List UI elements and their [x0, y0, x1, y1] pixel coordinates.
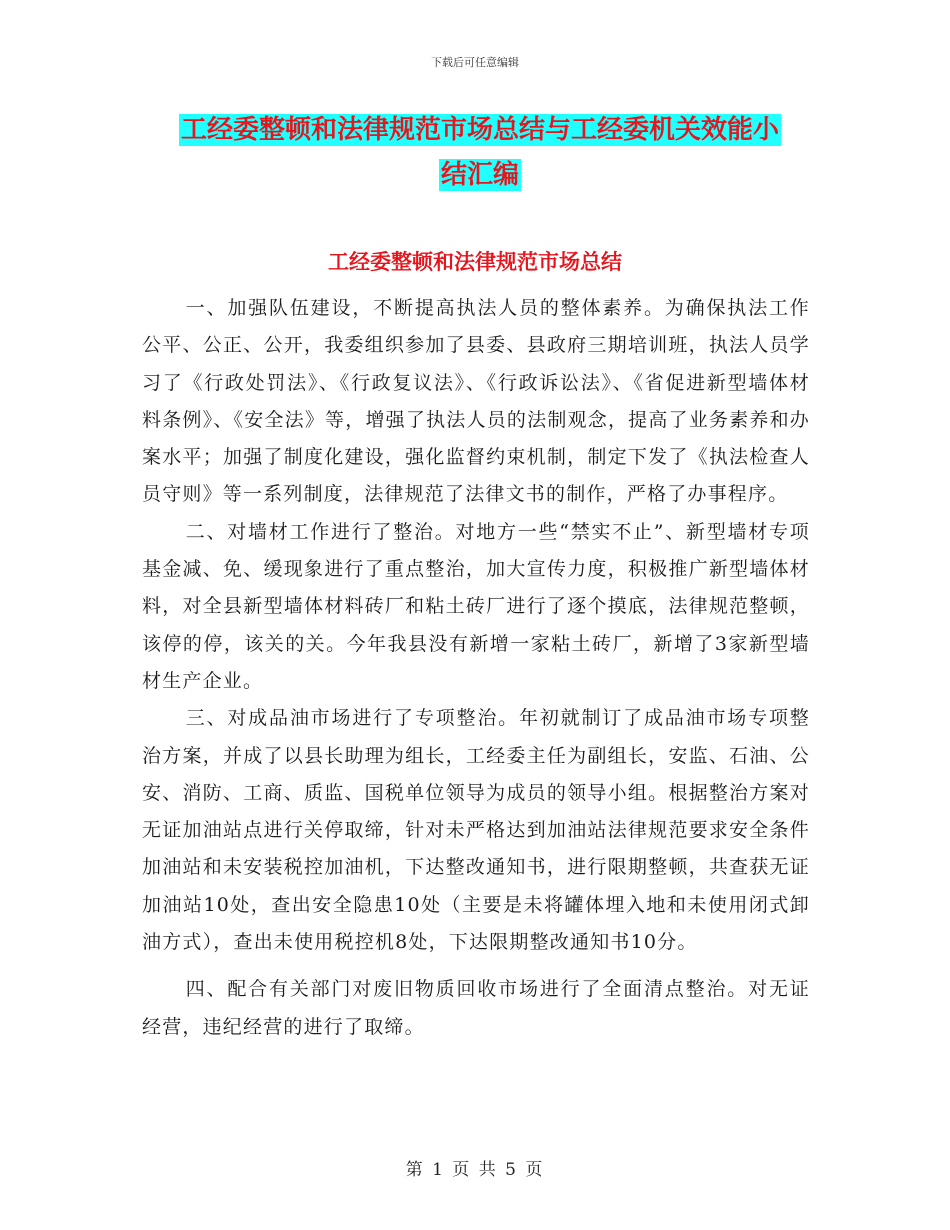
page-number-footer: 第 1 页 共 5 页: [405, 1160, 545, 1180]
paragraph-3: 三、对成品油市场进行了专项整治。年初就制订了成品油市场专项整治方案，并成了以县长助理为组长，工经委主任为副组长，安监、石油、公安、消防、工商、质监、国税单位领导为成员的领导小组。根据整治方案对无证加油站点进行关停取缔，针对未严格达到加油站法律规范要求安全条件加油站和未安装税控加油机，下达整改通知书，进行限期整顿，共查获无证加油站10处，查出安全隐患10处（主要是未将罐体埋入地和未使用闭式卸油方式），查出未使用税控机8处，下达限期整改通知书10分。: [142, 707, 810, 954]
paragraph-2: 二、对墙材工作进行了整治。对地方一些“禁实不止”、新型墙材专项基金减、免、缓现象进行了重点整治，加大宣传力度，积极推广新型墙体材料，对全县新型墙体材料砖厂和粘土砖厂进行了逐个摸底，法律规范整顿，该停的停，该关的关。今年我县没有新增一家粘土砖厂，新增了3家新型墙材生产企业。: [142, 520, 810, 692]
document-title-line-1: 工经委整顿和法律规范市场总结与工经委机关效能小: [180, 115, 779, 145]
paragraph-1: 一、加强队伍建设，不断提高执法人员的整体素养。为确保执法工作公平、公正、公开，我委组织参加了县委、县政府三期培训班，执法人员学习了《行政处罚法》、《行政复议法》、《行政诉讼法》、《省促进新型墙体材料条例》、《安全法》等，增强了执法人员的法制观念，提高了业务素养和办案水平；加强了制度化建设，强化监督约束机制，制定下发了《执法检查人员守则》等一系列制度，法律规范了法律文书的制作，严格了办事程序。: [142, 297, 810, 506]
paragraph-4: 四、配合有关部门对废旧物质回收市场进行了全面清点整治。对无证经营，违纪经营的进行了取缔。: [142, 978, 810, 1038]
header-note: 下载后可任意编辑: [431, 56, 519, 69]
document-body: [142, 290, 810, 1046]
section-title: 工经委整顿和法律规范市场总结: [328, 250, 622, 274]
document-title-line-2: 结汇编: [440, 160, 519, 190]
document-title: [150, 108, 810, 198]
